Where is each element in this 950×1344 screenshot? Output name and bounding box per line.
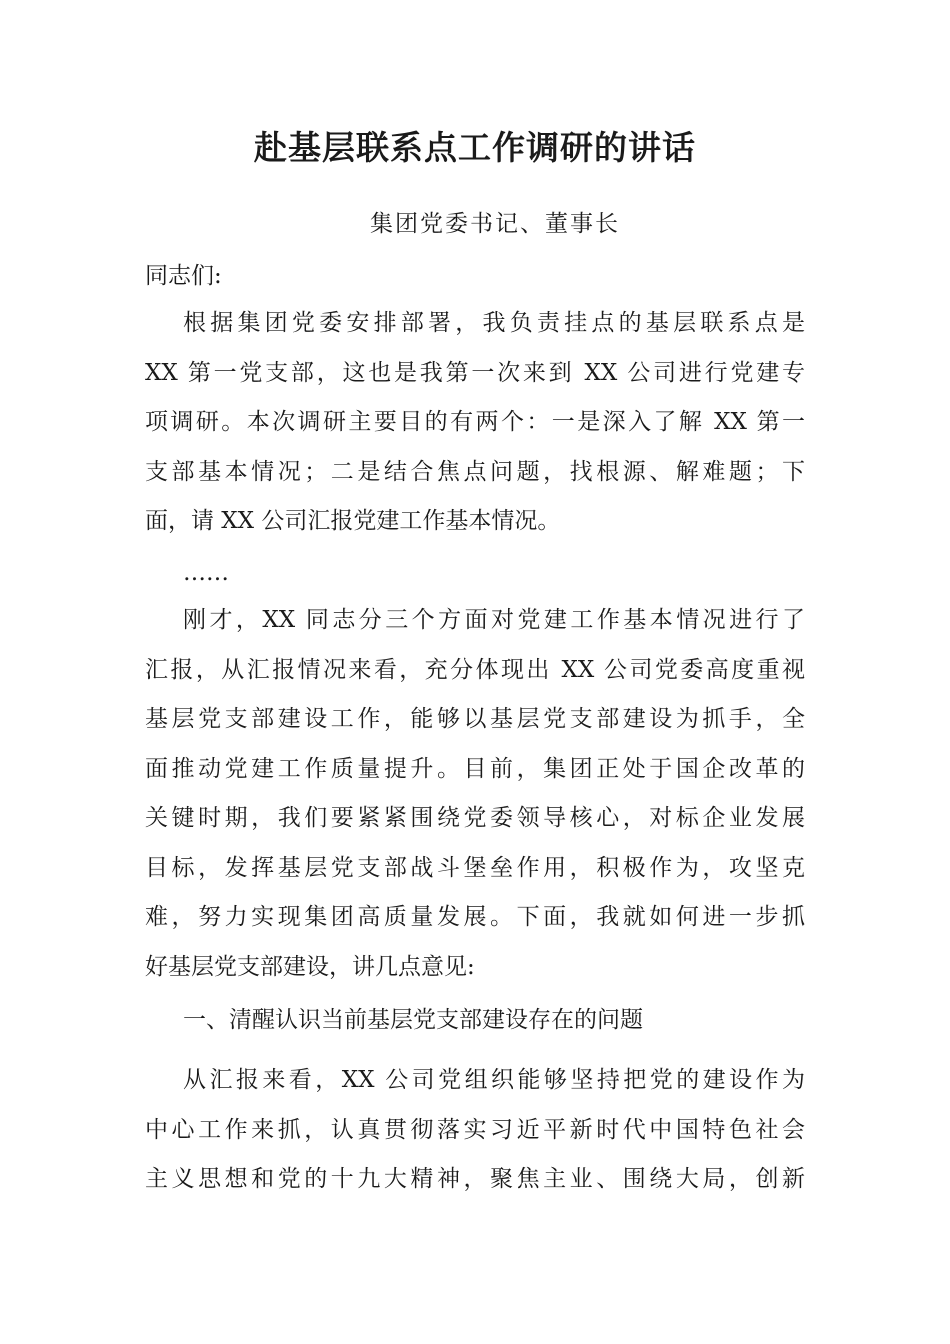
paragraph-line: 主义思想和党的十九大精神，聚焦主业、围绕大局，创新 (145, 1166, 805, 1192)
document-byline: 集团党委书记、董事长 (370, 211, 620, 237)
paragraph-line: 好基层党支部建设，讲几点意见: (145, 954, 475, 980)
paragraph-line: 项调研。本次调研主要目的有两个：一是深入了解 XX 第一 (145, 409, 805, 435)
paragraph-line: XX 第一党支部，这也是我第一次来到 XX 公司进行党建专 (145, 360, 805, 386)
paragraph-line: 面，请 XX 公司汇报党建工作基本情况。 (145, 508, 561, 534)
paragraph-line: 面推动党建工作质量提升。目前，集团正处于国企改革的 (145, 756, 805, 782)
paragraph-line: 难，努力实现集团高质量发展。下面，我就如何进一步抓 (145, 904, 805, 930)
paragraph-line: 中心工作来抓，认真贯彻落实习近平新时代中国特色社会 (145, 1117, 805, 1143)
paragraph-line: 基层党支部建设工作，能够以基层党支部建设为抓手，全 (145, 706, 805, 732)
paragraph-line: 支部基本情况；二是结合焦点问题，找根源、解难题；下 (145, 459, 805, 485)
section-heading: 一、清醒认识当前基层党支部建设存在的问题 (183, 1007, 643, 1033)
paragraph-line: 从汇报来看，XX 公司党组织能够坚持把党的建设作为 (183, 1067, 805, 1093)
paragraph-line: 汇报，从汇报情况来看，充分体现出 XX 公司党委高度重视 (145, 657, 805, 683)
salutation: 同志们: (145, 263, 222, 289)
document-title: 赴基层联系点工作调研的讲话 (254, 128, 696, 167)
paragraph-line: 根据集团党委安排部署，我负责挂点的基层联系点是 (183, 310, 805, 336)
paragraph-line: 目标，发挥基层党支部战斗堡垒作用，积极作为，攻坚克 (145, 855, 805, 881)
ellipsis: …… (183, 560, 229, 586)
paragraph-line: 关键时期，我们要紧紧围绕党委领导核心，对标企业发展 (145, 805, 805, 831)
paragraph-line: 刚才，XX 同志分三个方面对党建工作基本情况进行了 (183, 607, 805, 633)
